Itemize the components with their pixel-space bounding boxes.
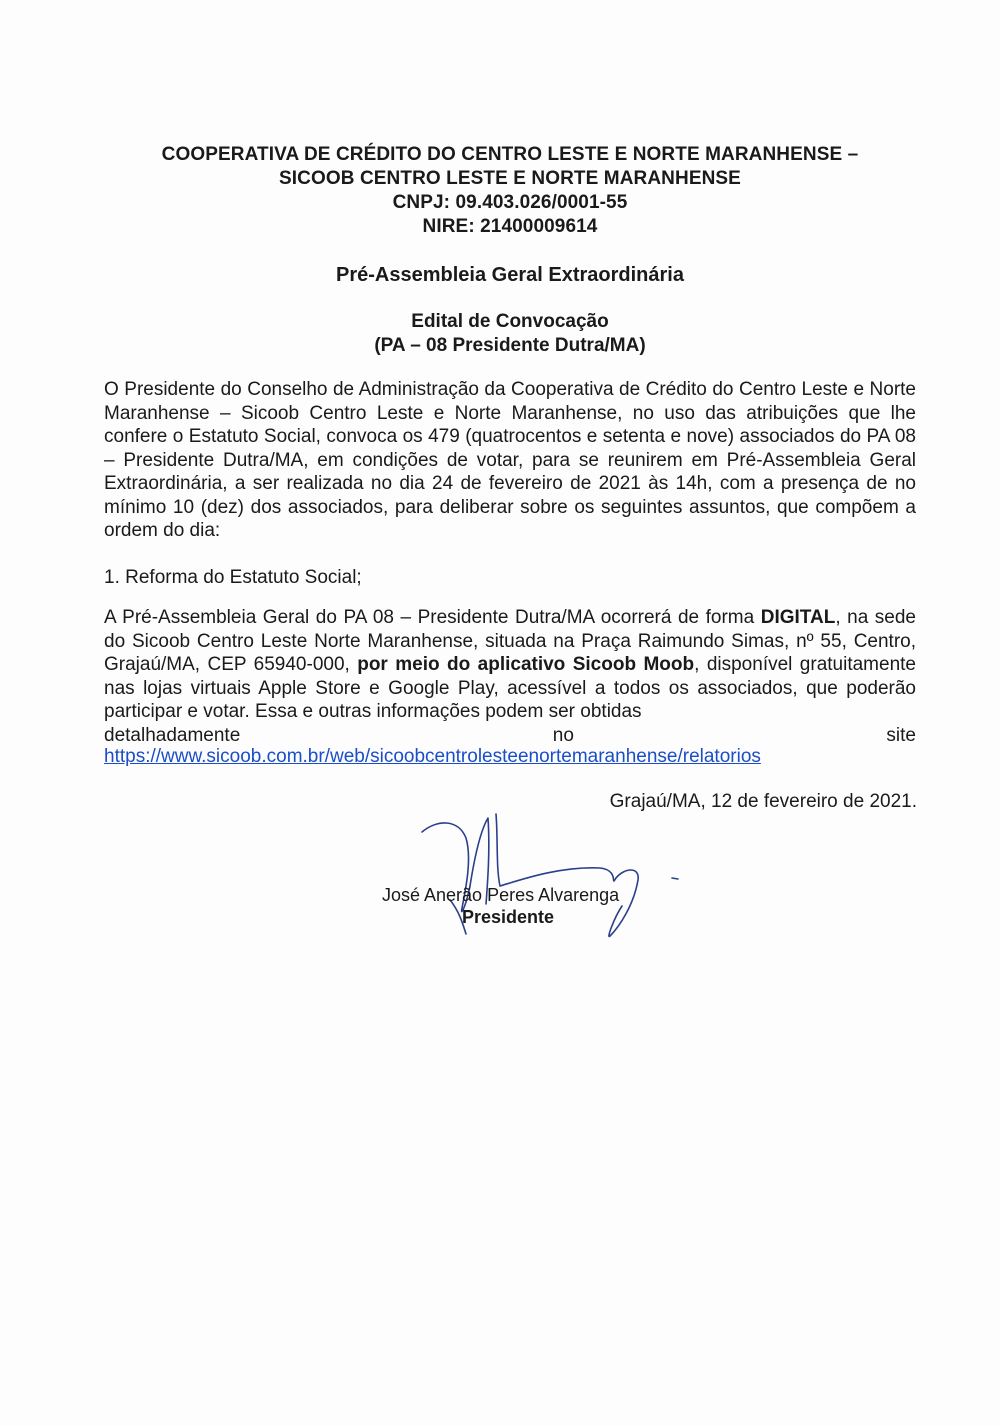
meeting-title: Pré-Assembleia Geral Extraordinária bbox=[336, 264, 684, 286]
details-last-line bbox=[104, 724, 916, 748]
details-word-c: site bbox=[886, 724, 916, 746]
details-text-1: A Pré-Assembleia Geral do PA 08 – Presidente Dutra/MA ocorrerá de forma bbox=[104, 607, 761, 628]
signer-role: Presidente bbox=[462, 907, 555, 927]
edital-subtitle: (PA – 08 Presidente Dutra/MA) bbox=[374, 335, 646, 356]
reports-link[interactable]: https://www.sicoob.com.br/web/sicoobcentrolesteenortemaranhense/relatorios bbox=[104, 746, 761, 767]
edital-title: Edital de Convocação bbox=[411, 311, 609, 332]
details-bold-app: por meio do aplicativo Sicoob Moob bbox=[357, 654, 695, 675]
details-text-2: , na sede do Sicoob Centro Leste Norte Maranhense, situada na Praça Raimundo Simas, nº 55, Centro, Grajaú/MA, CEP 65940-000, bbox=[104, 607, 916, 675]
details-word-a: detalhadamente bbox=[104, 724, 241, 746]
header-line-2: SICOOB CENTRO LESTE E NORTE MARANHENSE bbox=[279, 168, 741, 189]
convocation-paragraph: O Presidente do Conselho de Administração da Cooperativa de Crédito do Centro Leste e Norte Maranhense – Sicoob Centro Leste e Norte Maranhense, no uso das atribuições que lhe confere o Estatuto Social, convoca os 479 (quatrocentos e setenta e nove) associados do PA 08 – Presidente Dutra/MA, em condições de votar, para se reunirem em Pré-Assembleia Geral Extraordinária, a ser realizada no dia 24 de fevereiro de 2021 às 14h, com a presença de no mínimo 10 (dez) dos associados, para deliberar sobre os seguintes assuntos, que compõem a ordem do dia: bbox=[104, 379, 916, 541]
details-bold-digital: DIGITAL bbox=[760, 607, 836, 628]
date-line: Grajaú/MA, 12 de fevereiro de 2021. bbox=[609, 791, 917, 812]
meeting-details-paragraph bbox=[104, 606, 916, 747]
signer-name: José Anerão Peres Alvarenga bbox=[382, 885, 620, 905]
agenda-item: 1. Reforma do Estatuto Social; bbox=[104, 567, 362, 588]
edital-heading bbox=[100, 310, 920, 358]
header-cnpj: CNPJ: 09.403.026/0001-55 bbox=[392, 192, 628, 213]
handwritten-signature bbox=[410, 808, 700, 948]
link-row bbox=[104, 745, 916, 769]
header-line-1: COOPERATIVA DE CRÉDITO DO CENTRO LESTE E NORTE MARANHENSE – bbox=[161, 144, 859, 165]
header-nire: NIRE: 21400009614 bbox=[422, 216, 598, 237]
details-word-b: no bbox=[552, 724, 574, 746]
signature-stroke-3 bbox=[496, 814, 616, 886]
signature-stroke-6 bbox=[672, 878, 678, 879]
details-text-3: , disponível gratuitamente nas lojas virtuais Apple Store e Google Play, acessível a todos os associados, que poderão participar e votar. Essa e outras informações podem ser obtidas bbox=[104, 654, 916, 722]
document-header bbox=[100, 143, 920, 239]
